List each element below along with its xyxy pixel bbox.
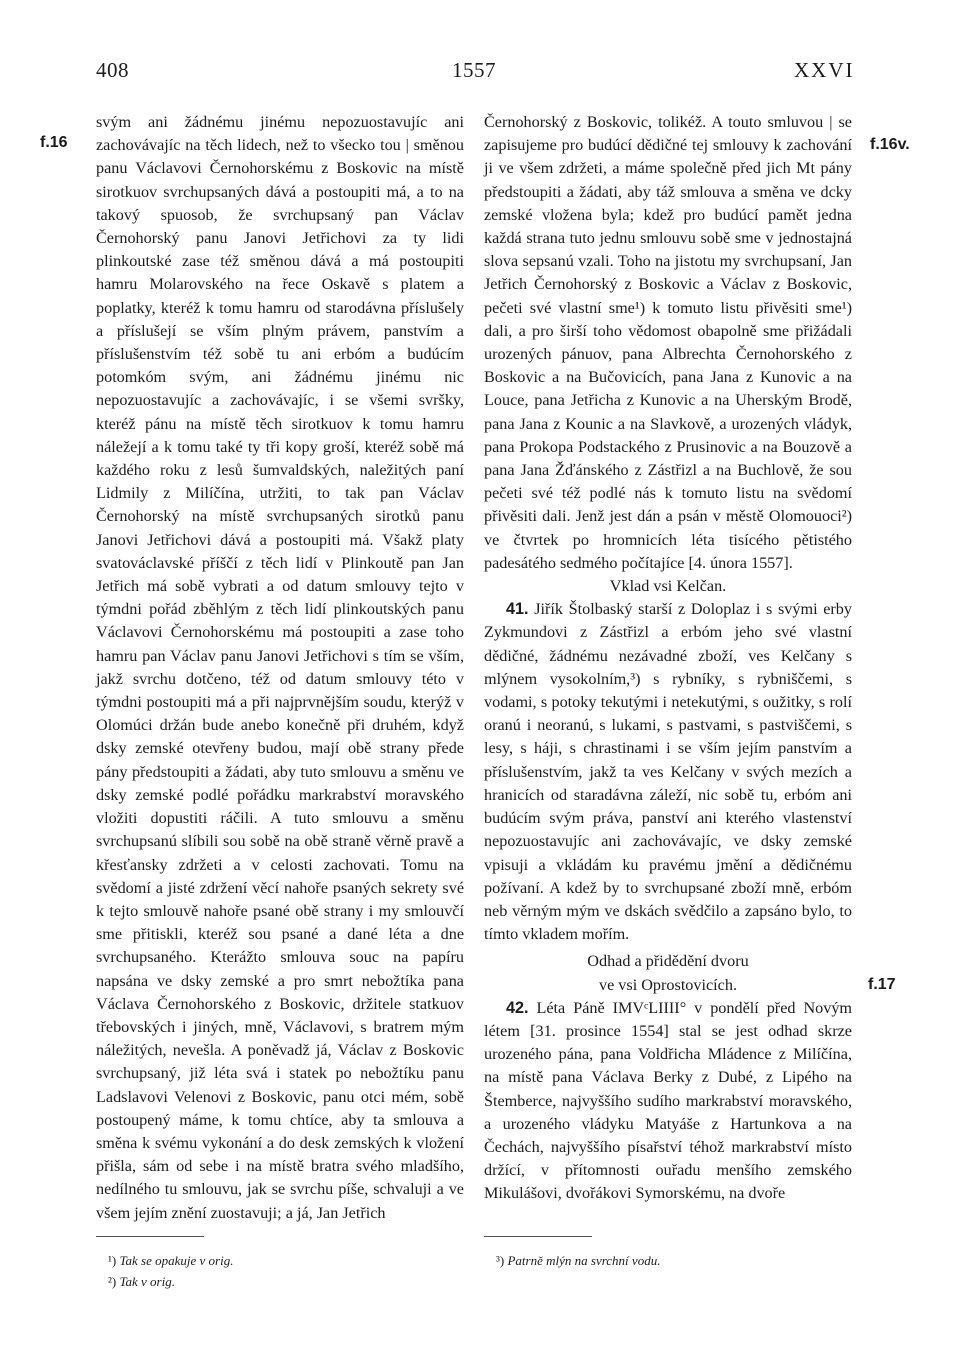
footnote: ¹) Tak se opakuje v orig. xyxy=(108,1253,234,1268)
paragraph-42 xyxy=(484,997,852,1206)
section-heading-kelcany: Vklad vsi Kelčan. xyxy=(609,577,727,596)
section-heading-oprostovice-line2: ve vsi Oprostovicích. xyxy=(598,975,738,994)
page-number: 408 xyxy=(96,58,129,82)
footnote: ²) Tak v orig. xyxy=(108,1274,175,1289)
left-column xyxy=(96,111,464,1225)
footnote: ³) Patrně mlýn na svrchní vodu. xyxy=(496,1253,661,1268)
folio-mark-right-2: f.17 xyxy=(868,976,896,993)
section-heading-oprostovice-line1: Odhad a přidědění dvoru xyxy=(587,952,749,971)
footnotes-right xyxy=(496,1250,836,1271)
paragraph-42-text: Léta Páně IMVᶜLIIII° v pondělí před Novým létem [31. prosince 1554] stal se jest odhad skrze urozeného pána, pana Voldřicha Mládence z Milíčína, na místě pana Václava Berky z Dubé, z Lipého na Štemberce, najvyššího sudího markrabství moravského, a urozeného vládyku Matyáše z Hartunkova a na Čechách, najvyššího písařství téhož markrabství místo držící, v přítomnosti ouřadu menšího zemského Mikulášovi, dvořákovi Symorskému, na dvoře xyxy=(484,998,853,1203)
folio-mark-right-1: f.16v. xyxy=(870,136,910,153)
paragraph-41-text: Jiřík Štolbaský starší z Doloplaz i s svými erby Zykmundovi z Zástřizl a erbóm jeho své vlastní dědičné, žádnému nezávadné zboží, ves Kelčany s mlýnem vysokolním,³) s rybníky, s rybniščemi, s vodami, s potoky tekutými i netekutými, s oužitky, s rolí oranú i neoranú, s lukami, s pastvami, s pastviščemi, s lesy, s háji, s chrastinami i se vším jejím panstvím a příslušenstvím, jakž ta ves Kelčany v svých mezích a hranicích od staradávna záleží, nic sobě tu, erbóm ani budúcím svým práva, panství ani kterého vlastenství nepozuostavujíc ani zachovávajíc, ve dsky zemské vpisuji a vkládám ku pravému jmění a dědičnému požívaní. A kdež by to svrchupsané zboží mně, erbóm neb věrným mým ve dskách svědčilo a zapsáno bylo, to tímto vkladem mořím. xyxy=(484,600,852,944)
right-column xyxy=(484,111,852,1206)
footnote-divider-left xyxy=(96,1236,204,1237)
paragraph-number-41: 41. xyxy=(506,600,529,619)
paragraph-continuation: Černohorský z Boskovic, tolikéž. A touto smluvou | se zapisujeme pro budúcí dědičné tej smlouvy k zachování ji ve všem zdržeti, a máme společně před jich Mt pány předstoupiti a žádati, aby táž smlouva a směna ve dcky zemské vložena byla; kdež pro budúcí pamět jedna každá strana tuto jednu smlouvu sobě sme v jednostajná slova sepsanú vzali. Toho na jistotu my svrchupsaní, Jan Jetřich Černohorský z Boskovic a Václav z Boskovic, pečeti své vlastní sme¹) k tomuto listu přivěsiti sme¹) dali, a pro širší toho vědomost obapolně sme přižádali urozených pánuov, pana Albrechta Černohorského z Boskovic a na Bučovicích, pana Jana z Kunovic a na Louce, pana Jetřicha z Kunovic a na Uherským Brodě, pana Jana z Kounic a na Slavkově, a urozených vládyk, pana Prokopa Podstackého z Prusinovic a na Bouzově a pana Jana Žďánského z Zástřizl a na Buchlově, že sou pečeti své též podlé nás k tomuto listu na svědomí přivěsiti dali. Jenž jest dán a psán v městě Olomouoci²) ve čtvrtek po hromnicích léta tisícého pětistého padesátého sedmého počítajíce [4. února 1557]. xyxy=(484,113,852,572)
paragraph-number-42: 42. xyxy=(506,998,529,1017)
header-section: XXVI xyxy=(794,58,855,82)
footnote-divider-right xyxy=(484,1236,592,1237)
footnotes-left xyxy=(108,1250,448,1292)
paragraph-41 xyxy=(484,598,852,946)
left-column-text: svým ani žádnému jinému nepozuostavujíc ani zachovávajíc na těch lidech, než to všecko tou | směnou panu Václavovi Černohorskému z Boskovic na místě sirotkuov svrchupsaných dává a postoupiti má, a to na takový spuosob, že svrchupsaný pan Václav Černohorský panu Janovi Jetřichovi za ty lidi plinkoutské zase též směnou dává a má postoupiti hamru Molarovského na řece Oskavě s platem a poplatky, kteréž k tomu hamru od starodávna příslušely a příslušejí se vším plným právem, panstvím a příslušenstvím též sobě tu ani erbóm a budúcím potomkóm svým, ani žádnému jinému nic nepozuostavujíc a zachovávajíc, i se všemi svršky, kteréž pánu na místě těch sirotkuov k tomu hamru náležejí a k tomu také ty tři kopy groší, kteréž sobě má každého roku z lesů šumvaldských, naležitých paní Lidmily z Milíčína, utržiti, to tak pan Václav Černohorský na místě svrchupsaných sirotků panu Janovi Jetřichovi dává a postoupiti má. Všakž platy svatováclavské příščí z těch lidí v Plinkoutě pan Jan Jetřich má sobě vybrati a od datum smlouvy tejto v týmdni pořád zběhlým z těch lidí plinkoutských panu Václavovi Černohorskému má postoupiti a zase toho hamru pan Václav panu Janovi Jetřichovi s tím se vším, jakž svrchu dotčeno, též od datum smlouvy této v týmdni postoupiti má a při najprvnějším soudu, kterýž v Olomúci držán bude anebo konečně při druhém, když dsky zemské otevřeny budou, mají obě strany přede pány předstoupiti a žádati, aby tuto smlouvu a směnu ve dsky zemské podlé pořádku markrabství moravského vložiti dopustiti ráčili. A tuto smlouvu a směnu svrchupsanú slíbili sou sobě na obě straně věrně pravě a křesťansky zdržeti a v celosti zachovati. Tomu na svědomí a jisté zdržení věcí nahoře psaných sekrety své k tejto smlouvě nahoře psané obě strany i my smlouvčí sme přitiskli, kteréž sou psané a dané léta a dne svrchupsaného. Kterážto smlouva souc na papíru napsána ve dsky zemské a pro smrt nebožtíka pana Václava Černohorského z Boskovic, držitele statkuov třebovských i jiných, mně, Václavovi, s bratrem mým náležitých, nevešla. A poněvadž já, Václav z Boskovic svrchupsaný, již léta svá i statek po nebožtíku panu Ladslavovi Velenovi z Boskovic, panu otci mém, sobě postoupený máme, k tomu chtíce, aby ta smlouva a směna k svému vykonání a do desk zemských k vložení přišla, sám od sebe i na místě bratra svého mladšího, nedílného tu smlouvu, jak se svrchu píše, schvaluji a ve všem jejím znění zuostavuji; a já, Jan Jetřich xyxy=(96,113,464,1222)
header-year: 1557 xyxy=(452,58,496,82)
folio-mark-left: f.16 xyxy=(40,134,68,151)
